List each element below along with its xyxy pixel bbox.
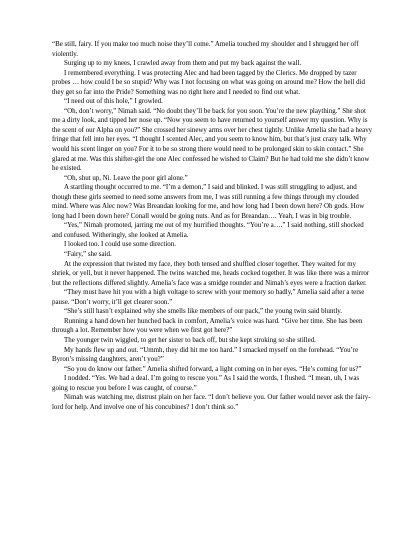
- paragraph: The younger twin wiggled, to get her sister to back off, but she kept stroking so she stilled.: [64, 335, 316, 344]
- paragraph: “Oh, don’t worry,” Nimah said. “No doubt they’ll be back for you soon. You’re the new plaything.” She shot me a dirty look, and tipped her nose up. “Now you seem to have returned to yourself answer my question. Why is the scent of our Alpha on you?” She crossed her sinewy arms over her chest tightly. Unlike Amelia she had a heavy fringe that fell into her eyes. “I thought I scented Alec, and you seem to know him, but that’s just crazy talk. Why would his scent linger on you? For it to be so strong there would need to be prolonged skin to skin contact.” She glared at me. Was this shifter-girl the one Alec confessed he wished to Claim? But he had told me she didn’t know he existed.: [52, 106, 373, 173]
- paragraph: At the expression that twisted my face, they both tensed and shuffled closer together. They waited for my shriek, or yell, but it never happened. The twins watched me, heads cocked together. It was like there was a mirror but the reflections differed slightly. Amelia’s face was a smidge rounder and Nimah’s eyes were a fraction darker.: [52, 259, 370, 287]
- paragraph: “I need out of this hole,” I growled.: [64, 97, 163, 106]
- paragraph: I nodded. “Yes. We had a deal. I’m going to rescue you.” As I said the words, I flushed. “I mean, uh, I was going to rescue you before I was caught, of course.”: [52, 374, 360, 392]
- paragraph: “She’s still hasn’t explained why she smells like members of our pack,” the young twin said bluntly.: [64, 307, 343, 316]
- paragraph: My hands flew up and out. “Ummh, they did hit me too hard.” I smacked myself on the forehead. “You’re Byron’s missing daughters, aren’t you?”: [52, 345, 359, 364]
- paragraph: Surging up to my knees, I crawled away from them and put my back against the wall.: [64, 59, 302, 68]
- paragraph: “Fairy,” she said.: [64, 250, 112, 259]
- paragraph: “So you do know our father.” Amelia shifted forward, a light coming on in her eyes. “He’s coming for us?”: [64, 364, 362, 373]
- paragraph: “Be still, fairy. If you make too much noise they’ll come.” Amelia touched my shoulder and I shrugged her off violently.: [52, 40, 359, 58]
- paragraph: I remembered everything. I was protecting Alec and had been tagged by the Clerics. Me dropped by tazer probes … how could I be so stupid? Why was I not focusing on what was going on around me? How the hell did they get so far into the Pride? Something was no right here and I needed to find out what.: [52, 68, 365, 96]
- paragraph: I looked too. I could use some direction.: [64, 240, 176, 249]
- paragraph: “Yes,” Nimah promoted, jarring me out of my hurrified thoughts. “You’re a….” I said nothing, still shocked and confused. Witheringly, she looked at Amelia.: [52, 221, 364, 239]
- paragraph: “Oh, shut up, Ni. Leave the poor girl alone.”: [64, 173, 188, 182]
- paragraph: Running a hand down her hunched back in comfort, Amelia’s voice was hard. “Give her time. She has been through a lot. Remember how you were when we first got here?”: [52, 316, 363, 335]
- paragraph: Nimah was watching me, distrust plain on her face. “I don’t believe you. Our father would never ask the fairy-lord for help. And involve one of his concubines? I don’t think so.”: [52, 393, 371, 411]
- paragraph: A startling thought occurred to me. “I’m a demon,” I said and blinked. I was still struggling to adjust, and though these girls seemed to need some answers from me, I was still running a few things through my clouded mind. Where was Alec now? Was Breandan looking for me, and how long had I been down here? Oh gods. How long had I been down here? Conall would be going nuts. And as for Breandan…. Yeah, I was in big trouble.: [52, 183, 365, 220]
- paragraph: “They must have hit you with a high voltage to screw with your memory so badly,” Amelia said after a terse pause. “Don’t worry, it’ll get clearer soon.”: [52, 288, 365, 306]
- book-page: [52, 40, 374, 412]
